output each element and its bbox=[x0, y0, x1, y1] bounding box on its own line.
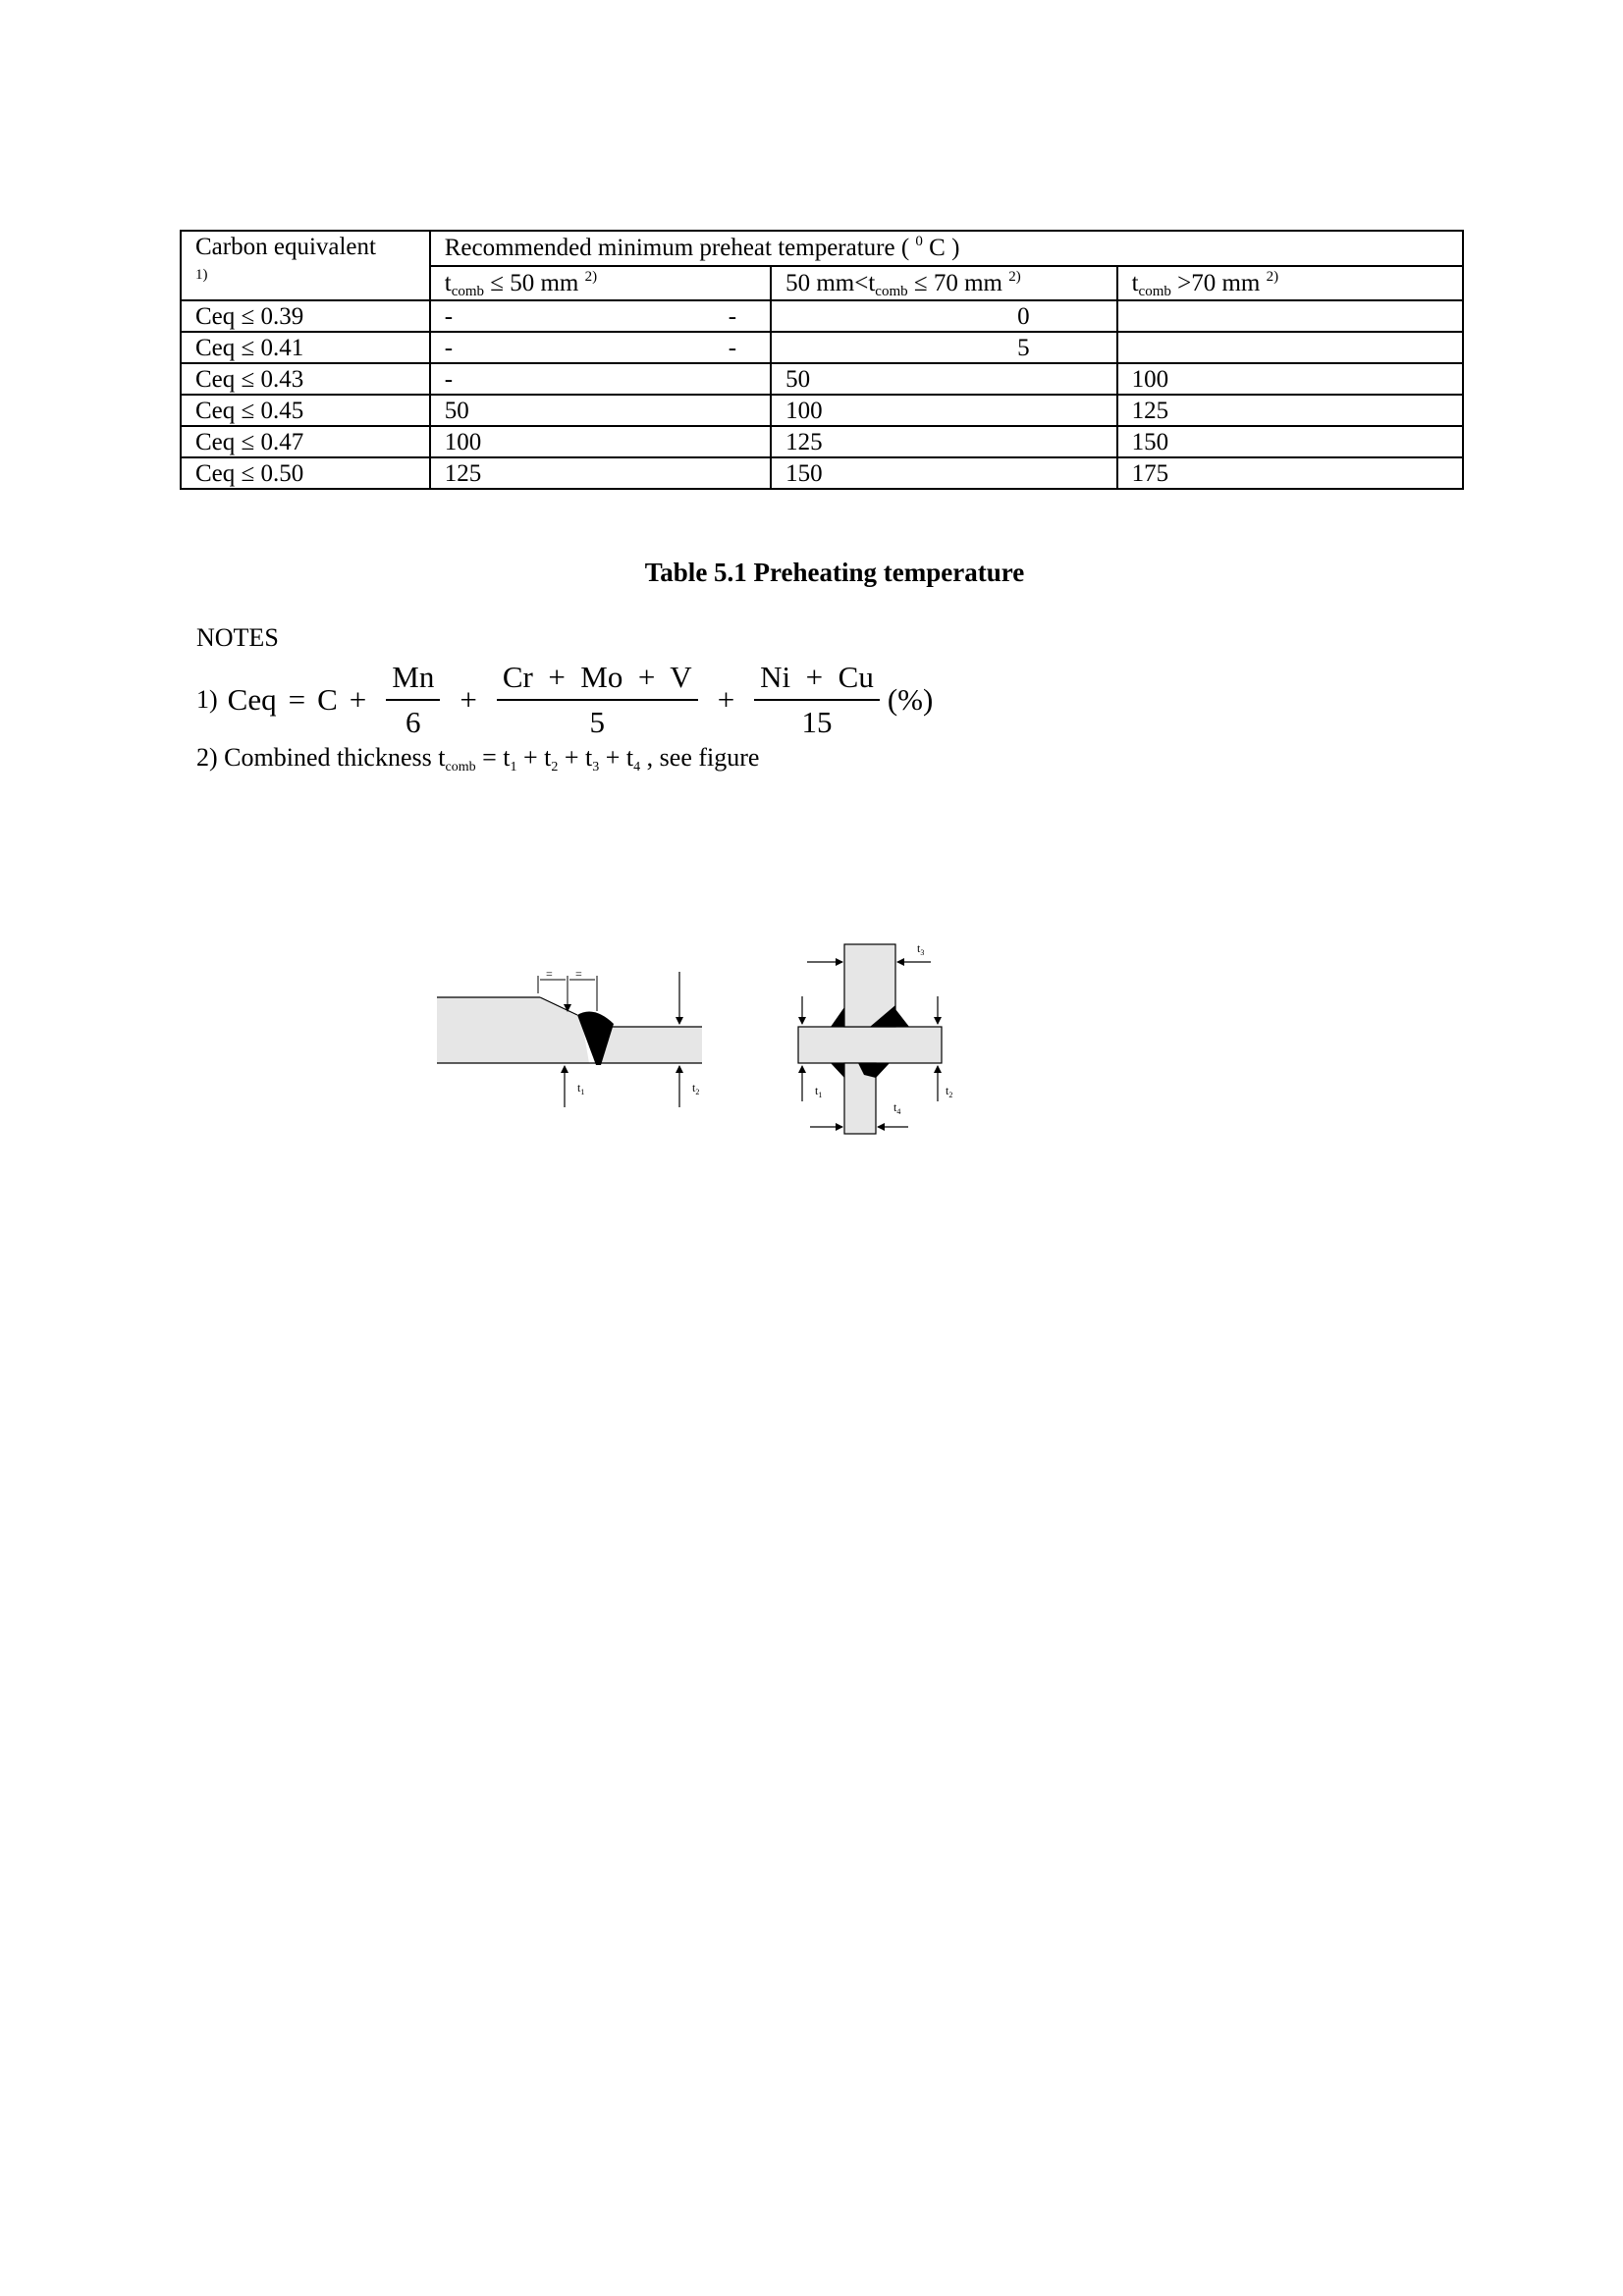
fraction-denominator: 5 bbox=[589, 705, 605, 739]
formula-unit: (%) bbox=[887, 682, 934, 717]
cell-le50: 125 bbox=[430, 457, 771, 489]
horizontal-plate bbox=[798, 1027, 942, 1063]
t1-label: $t_1$ bbox=[577, 1081, 585, 1096]
t4-label: $t_4$ bbox=[893, 1100, 901, 1116]
fillet-weld bbox=[831, 1063, 844, 1078]
notes-heading: NOTES bbox=[196, 623, 279, 652]
formula-label: 1) bbox=[196, 685, 218, 714]
cell-gt70: 125 bbox=[1117, 395, 1463, 426]
sub3-rest: >70 mm bbox=[1170, 270, 1261, 296]
note2-s4: 4 bbox=[633, 760, 641, 774]
overlap-digit: 0 bbox=[1017, 303, 1030, 330]
cell-50-70: 100 bbox=[771, 395, 1116, 426]
cell-value: - bbox=[728, 335, 737, 361]
fraction-numerator: Cr + Mo + V bbox=[497, 660, 698, 701]
sub1-t: t bbox=[444, 270, 452, 296]
ceq-cell: Ceq ≤ 0.50 bbox=[181, 457, 430, 489]
cell-le50: 50 bbox=[430, 395, 771, 426]
formula-c: C bbox=[317, 682, 338, 717]
ceq-cell: Ceq ≤ 0.43 bbox=[181, 363, 430, 395]
equal-mark: = bbox=[546, 967, 553, 981]
note2-p4: + t bbox=[599, 743, 634, 772]
t2-label: $t_2$ bbox=[946, 1084, 953, 1099]
cell-value: - bbox=[444, 366, 454, 393]
cell-le50: 100 bbox=[430, 426, 771, 457]
cell-50-70: 50 bbox=[771, 363, 1116, 395]
ceq-cell: Ceq ≤ 0.41 bbox=[181, 332, 430, 363]
sub2-comb: comb bbox=[875, 284, 908, 299]
note2-s1: 1 bbox=[510, 760, 517, 774]
plate-thin bbox=[597, 1027, 702, 1063]
formula-plus: + bbox=[349, 682, 367, 717]
fillet-weld bbox=[876, 1063, 890, 1078]
ceq-cell: Ceq ≤ 0.39 bbox=[181, 300, 430, 332]
cell-value: - bbox=[444, 335, 454, 361]
note2-tail: , see figure bbox=[640, 743, 760, 772]
note2-comb: comb bbox=[445, 760, 476, 774]
sub1-comb: comb bbox=[451, 284, 485, 299]
sub2-note: 2) bbox=[1008, 269, 1021, 285]
cell-gt70: 150 bbox=[1117, 426, 1463, 457]
cell-gt70: 175 bbox=[1117, 457, 1463, 489]
note2-s2: 2 bbox=[551, 760, 559, 774]
sub1-note: 2) bbox=[584, 269, 598, 285]
ceq-cell: Ceq ≤ 0.45 bbox=[181, 395, 430, 426]
header-title-unit: C ) bbox=[929, 235, 960, 261]
header-col1-label: Carbon equivalent bbox=[195, 234, 376, 260]
fraction-numerator: Mn bbox=[386, 660, 440, 701]
formula-plus: + bbox=[717, 682, 735, 717]
formula-equals: = bbox=[288, 682, 306, 717]
cell-value: - bbox=[444, 303, 454, 330]
butt-joint-diagram bbox=[437, 967, 702, 1107]
header-title-degree: 0 bbox=[915, 234, 923, 249]
equal-mark: = bbox=[575, 967, 582, 981]
sub3-t: t bbox=[1131, 270, 1139, 296]
t2-label: $t_2$ bbox=[692, 1081, 700, 1096]
plate-thick bbox=[437, 997, 589, 1063]
fillet-weld bbox=[831, 1007, 844, 1027]
cell-value: - bbox=[728, 303, 737, 330]
t3-label: $t_3$ bbox=[917, 941, 925, 957]
fraction-denominator: 15 bbox=[801, 705, 833, 739]
sub3-comb: comb bbox=[1138, 284, 1171, 299]
cruciform-joint-diagram bbox=[798, 941, 952, 1134]
fraction-numerator: Ni + Cu bbox=[754, 660, 880, 701]
cell-50-70: 150 bbox=[771, 457, 1116, 489]
sub1-rest: ≤ 50 mm bbox=[484, 270, 579, 296]
sub3-note: 2) bbox=[1266, 269, 1279, 285]
note2-text: 2) Combined thickness t bbox=[196, 743, 446, 772]
ceq-cell: Ceq ≤ 0.47 bbox=[181, 426, 430, 457]
formula-plus: + bbox=[460, 682, 477, 717]
sub2-pre: 50 mm<t bbox=[785, 270, 876, 296]
note2-eq: = t bbox=[475, 743, 511, 772]
note2-s3: 3 bbox=[592, 760, 600, 774]
header-col1-note: 1) bbox=[195, 267, 208, 283]
note2-p2: + t bbox=[516, 743, 552, 772]
fillet-weld bbox=[895, 1009, 909, 1027]
table-caption-text: Table 5.1 Preheating temperature bbox=[644, 558, 1025, 587]
header-title-text: Recommended minimum preheat temperature ( bbox=[444, 235, 910, 261]
note2-p3: + t bbox=[558, 743, 593, 772]
cell-gt70: 100 bbox=[1117, 363, 1463, 395]
fraction-denominator: 6 bbox=[406, 705, 421, 739]
t1-label: $t_1$ bbox=[815, 1084, 823, 1099]
cell-50-70: 125 bbox=[771, 426, 1116, 457]
sub2-rest: ≤ 70 mm bbox=[907, 270, 1002, 296]
overlap-digit: 5 bbox=[1017, 335, 1030, 361]
formula-lhs: Ceq bbox=[227, 682, 277, 717]
